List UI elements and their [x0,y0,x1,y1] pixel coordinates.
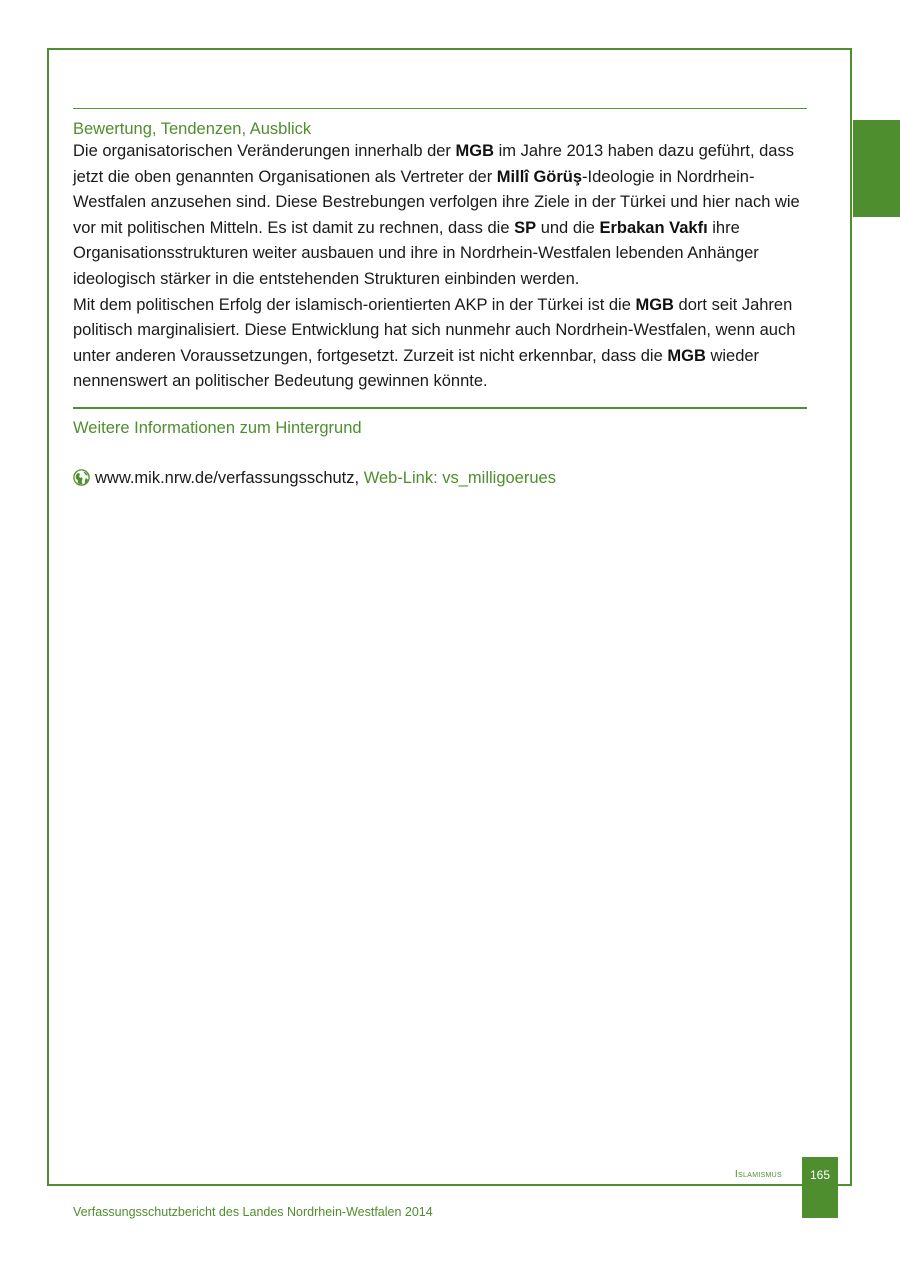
main-content [73,108,807,489]
text-run: Mit dem politischen Erfolg der islamisch-orientierten AKP in der Türkei ist die [73,295,636,314]
text-run: ihre Organisationsstrukturen weiter ausbauen und ihre in Nordrhein-Westfalen lebenden Anhänger ideologisch stärker in die entstehenden Strukturen einbinden werden. [73,218,759,288]
text-run: wieder nennenswert an politischer Bedeutung gewinnen könnte. [73,346,760,391]
text-run: Die organisatorischen Veränderungen innerhalb der [73,142,456,160]
web-url[interactable]: www.mik.nrw.de/verfassungsschutz [95,468,355,487]
page-number: 165 [802,1157,838,1218]
text-run: und die [536,218,600,237]
globe-icon [73,469,90,486]
web-link-label[interactable]: Web-Link: vs_milligoerues [363,468,556,487]
term-erbakan-vakfi: Erbakan Vakfı [599,218,708,237]
paragraph-1 [73,139,807,293]
term-sp: SP [514,218,537,237]
text-run: dort seit Jahren politisch marginalisiert. Diese Entwicklung hat sich nunmehr auch Nordrhein-Westfalen, wenn auch unter anderen Voraussetzungen, fortgesetzt. Zurzeit ist nicht erkennbar, dass die [73,295,796,365]
web-link-line[interactable] [73,467,807,489]
link-separator: , [354,468,364,487]
term-mgb: MGB [635,295,674,314]
chapter-tab-marker [853,120,900,217]
term-milli-goerues: Millî Görüş [496,167,583,186]
text-run: im Jahre 2013 haben dazu geführt, dass jetzt die oben genannten Organisationen als Vertreter der [73,142,794,186]
paragraph-2 [73,293,807,395]
section-heading-assessment: Bewertung, Tendenzen, Ausblick [73,108,807,139]
section-heading-further-info: Weitere Informationen zum Hintergrund [73,407,807,438]
term-mgb: MGB [455,142,495,160]
footer-section-label: Islamismus [734,1168,782,1180]
term-mgb: MGB [667,346,706,365]
footer-publication-title: Verfassungsschutzbericht des Landes Nordrhein-Westfalen 2014 [73,1205,433,1219]
text-run: -Ideologie in Nordrhein-Westfalen anzusehen sind. Diese Bestrebungen verfolgen ihre Ziele in der Türkei und hier nach wie vor mit politischen Mitteln. Es ist damit zu rechnen, dass die [73,167,800,237]
